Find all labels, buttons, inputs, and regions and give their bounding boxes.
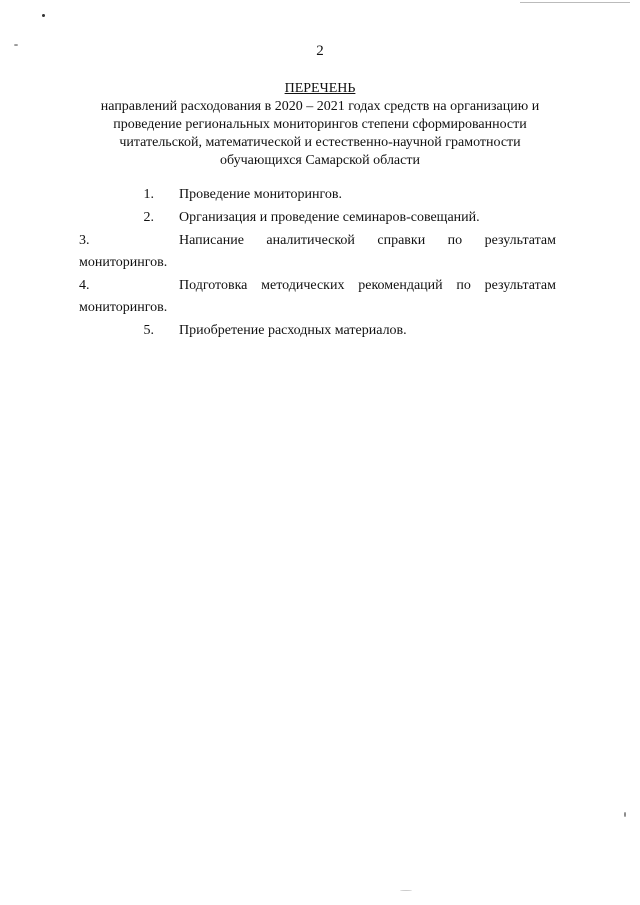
list-item-number: 3. — [79, 233, 90, 248]
list-item-text: Проведение мониторингов. — [179, 187, 342, 202]
list-item-number: 2. — [143, 210, 154, 225]
list-item-text: Приобретение расходных материалов. — [179, 323, 407, 338]
list-item-text: Написание аналитической справки по результатам — [179, 233, 556, 248]
page-number: 2 — [316, 43, 324, 59]
document-title: ПЕРЕЧЕНЬ — [284, 81, 356, 96]
expense-directions-list — [79, 184, 556, 343]
list-item-text: Организация и проведение семинаров-совещаний. — [179, 210, 480, 225]
scan-scratch — [520, 2, 630, 3]
list-item-continuation: мониторингов. — [79, 255, 168, 270]
list-item-number: 4. — [79, 278, 90, 293]
list-item — [79, 320, 556, 342]
list-item — [79, 207, 556, 229]
list-item-continuation: мониторингов. — [79, 300, 168, 315]
list-item — [79, 230, 556, 274]
list-item-first-line — [79, 230, 556, 252]
list-item-first-line — [79, 275, 556, 297]
scan-speck — [400, 890, 412, 891]
document-subtitle-line: проведение региональных мониторингов степени сформированности — [113, 117, 527, 132]
document-subtitle-line: обучающихся Самарской области — [220, 153, 420, 168]
list-item — [79, 184, 556, 206]
document-heading — [70, 80, 570, 170]
list-item-number: 5. — [143, 323, 154, 338]
list-item-number: 1. — [143, 187, 154, 202]
list-item-text: Подготовка методических рекомендаций по результатам — [179, 278, 556, 293]
scan-speck — [42, 14, 45, 17]
scan-speck — [624, 812, 626, 817]
document-subtitle-line: направлений расходования в 2020 – 2021 годах средств на организацию и — [100, 99, 540, 114]
document-subtitle-line: читательской, математической и естественно-научной грамотности — [119, 135, 521, 150]
list-item — [79, 275, 556, 319]
